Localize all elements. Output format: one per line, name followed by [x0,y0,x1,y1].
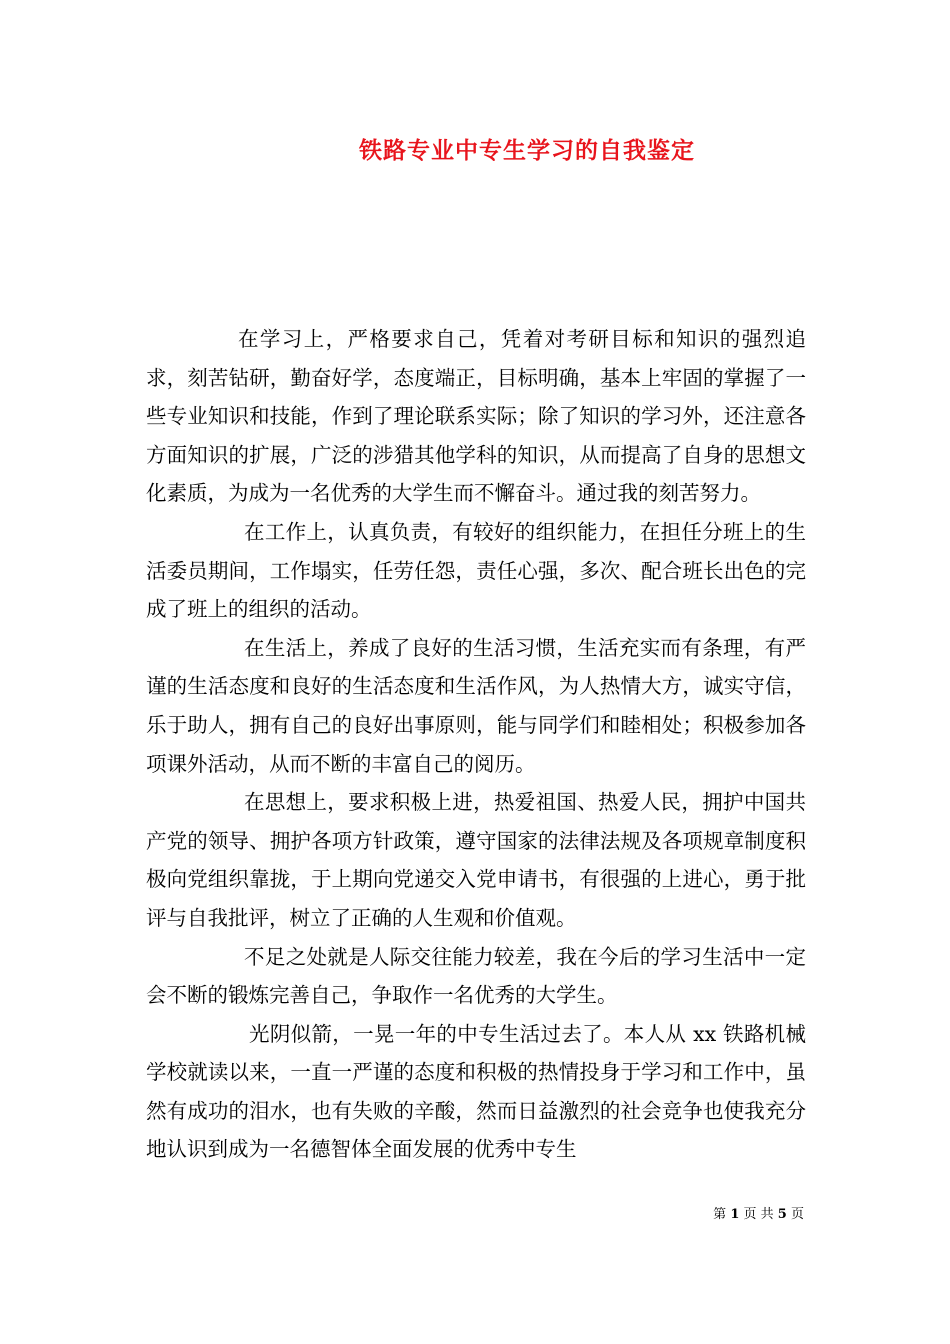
footer-middle: 页 共 [743,1207,774,1222]
paragraph-shortcomings: 不足之处就是人际交往能力较差，我在今后的学习生活中一定会不断的锻炼完善自己，争取作一名优秀的大学生。 [146,944,806,1008]
paragraph-study: 在学习上，严格要求自己，凭着对考研目标和知识的强烈追求，刻苦钻研，勤奋好学，态度端正，目标明确，基本上牢固的掌握了一些专业知识和技能，作到了理论联系实际；除了知识的学习外，还注意各方面知识的扩展，广泛的涉猎其他学科的知识，从而提高了自身的思想文化素质，为成为一名优秀的大学生而不懈奋斗。通过我的刻苦努力。 [146,327,806,506]
page-title: 铁路专业中专生学习的自我鉴定 [359,137,695,164]
page-number-footer [713,1205,804,1225]
paragraph-life: 在生活上，养成了良好的生活习惯，生活充实而有条理，有严谨的生活态度和良好的生活态度和生活作风，为人热情大方，诚实守信，乐于助人，拥有自己的良好出事原则，能与同学们和睦相处；积极参加各项课外活动，从而不断的丰富自己的阅历。 [146,635,806,776]
footer-suffix: 页 [790,1207,804,1222]
current-page-number: 1 [730,1207,740,1222]
paragraph-thought: 在思想上，要求积极上进，热爱祖国、热爱人民，拥护中国共产党的领导、拥护各项方针政策，遵守国家的法律法规及各项规章制度积极向党组织靠拢，于上期向党递交入党申请书，有很强的上进心，勇于批评与自我批评，树立了正确的人生观和价值观。 [146,790,806,930]
footer-prefix: 第 [713,1207,727,1222]
document-body [146,320,806,1169]
paragraph-work: 在工作上，认真负责，有较好的组织能力，在担任分班上的生活委员期间，工作塌实，任劳任怨，责任心强，多次、配合班长出色的完成了班上的组织的活动。 [146,519,806,622]
total-pages-number: 5 [777,1207,787,1222]
paragraph-summary: 光阴似箭，一晃一年的中专生活过去了。本人从 xx 铁路机械学校就读以来，一直一严谨的态度和积极的热情投身于学习和工作中，虽然有成功的泪水，也有失败的辛酸，然而日益激烈的社会竞争也使我充分地认识到成为一名德智体全面发展的优秀中专生 [146,1021,806,1162]
